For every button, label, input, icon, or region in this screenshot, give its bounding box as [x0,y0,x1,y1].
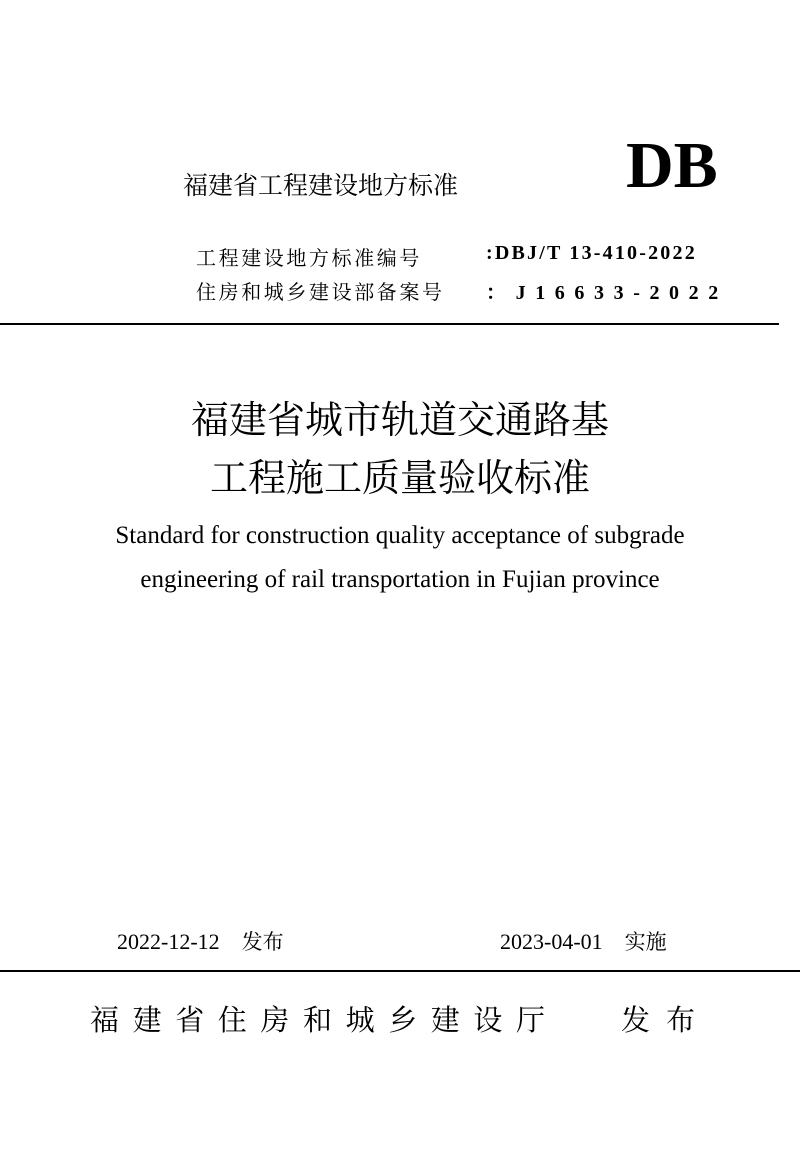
top-divider [0,323,779,325]
title-cn-line-1: 福建省城市轨道交通路基 [190,398,609,442]
implementation-date-row [500,926,667,956]
issue-label: 发布 [241,930,284,954]
publisher-name: 福建省住房和城乡建设厅 [90,1003,559,1037]
issue-date-row [117,926,284,956]
db-mark: DB [626,129,718,202]
record-number-row [196,276,728,305]
issue-date: 2022-12-12 [117,929,220,954]
record-number-label: 住房和城乡建设部备案号 [196,280,445,304]
record-number-value: ：J16633-2022 [486,282,728,304]
standard-number-label: 工程建设地方标准编号 [196,246,422,270]
implementation-label: 实施 [624,930,667,954]
implementation-date: 2023-04-01 [500,929,603,954]
publish-label: 发布 [621,1003,712,1037]
title-en-line-1: Standard for construction quality acceptance of subgrade [115,522,685,549]
standard-series-title: 福建省工程建设地方标准 [183,171,459,200]
title-cn-line-2: 工程施工质量验收标准 [209,456,590,500]
standard-number-value: :DBJ/T 13-410-2022 [486,242,697,264]
title-en-line-2: engineering of rail transportation in Fujian province [140,566,660,593]
standard-number-row [196,242,697,271]
bottom-divider [0,970,800,972]
